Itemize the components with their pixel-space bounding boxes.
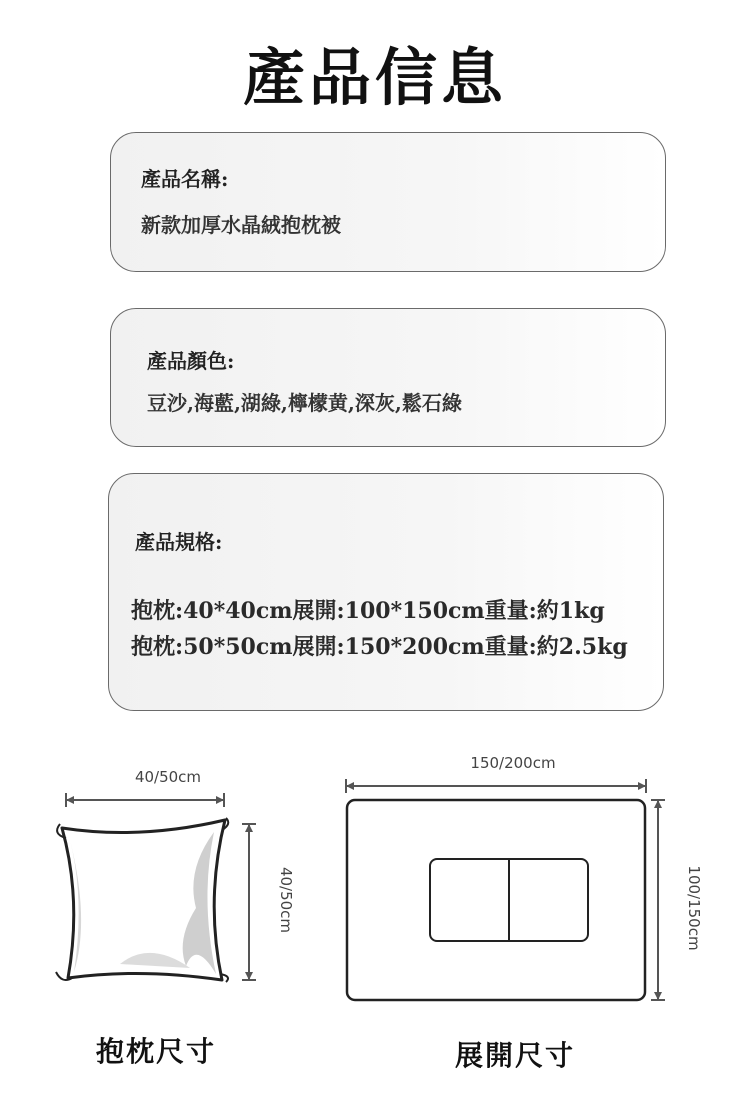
pillow-height-dimension [242,824,256,980]
product-spec-card [108,473,664,711]
product-spec-label: 產品規格: [135,530,223,554]
pillow-height-label: 40/50cm [277,866,295,934]
page-title: 產品信息 [242,41,507,114]
pillow-size-caption: 抱枕尺寸 [96,1035,217,1068]
pillow-icon [56,818,228,982]
product-color-label: 產品顏色: [147,349,235,373]
blanket-icon [347,800,645,1000]
product-name-label: 產品名稱: [141,167,229,191]
blanket-height-label: 100/150cm [685,865,703,951]
pillow-width-dimension [66,793,224,807]
blanket-width-label: 150/200cm [470,754,556,772]
spec-line: 抱枕:40*40cm展開:100*150cm重量:約1kg [131,598,605,624]
size-diagram [0,740,750,1030]
product-color-card [110,308,666,447]
product-name-value: 新款加厚水晶絨抱枕被 [141,213,341,237]
product-color-value: 豆沙,海藍,湖綠,檸檬黄,深灰,鬆石綠 [147,391,462,415]
product-name-card [110,132,666,272]
blanket-height-dimension [651,800,665,1000]
spec-line: 抱枕:50*50cm展開:150*200cm重量:約2.5kg [131,634,628,660]
blanket-width-dimension [346,779,646,793]
blanket-size-caption: 展開尺寸 [455,1039,576,1072]
pillow-width-label: 40/50cm [134,768,202,786]
